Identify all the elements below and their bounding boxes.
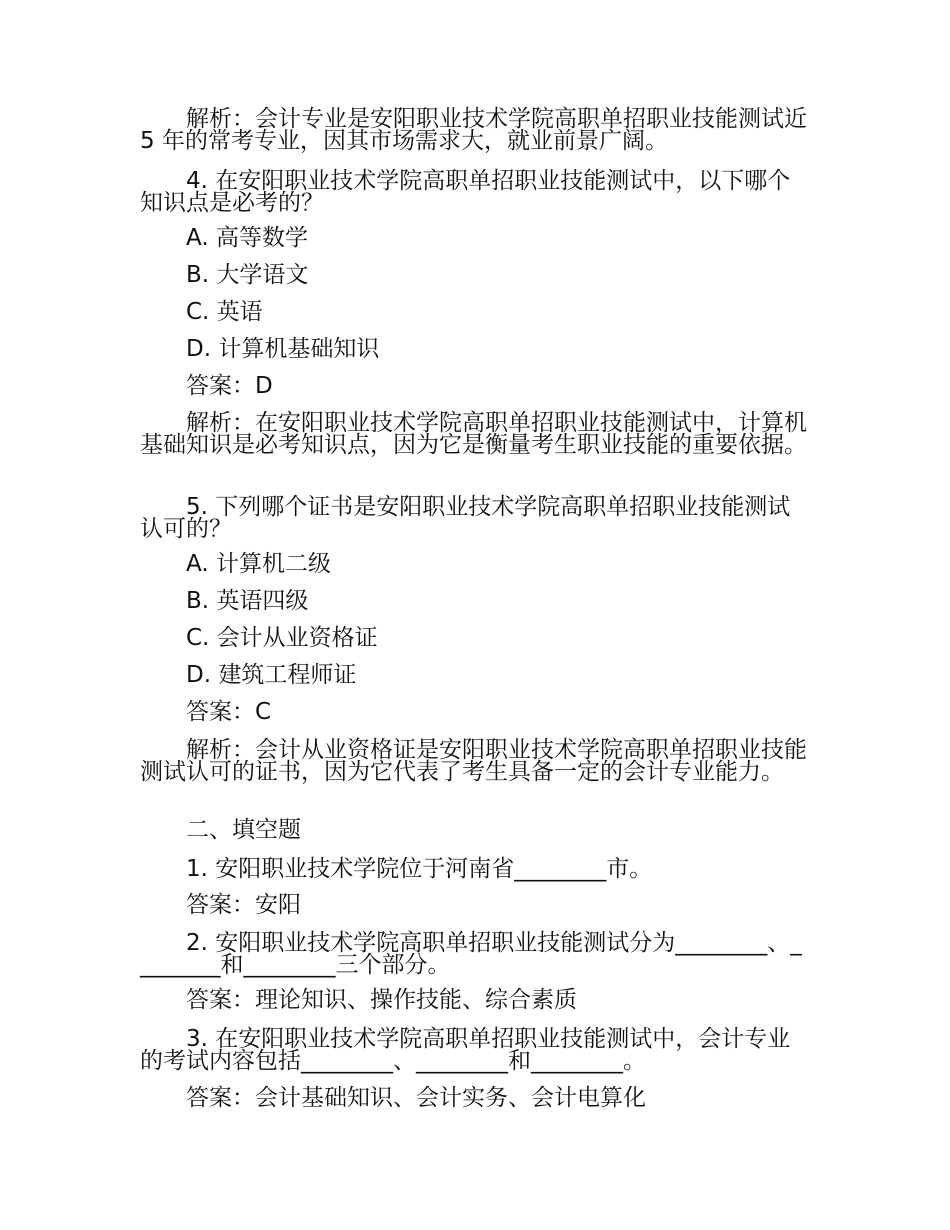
section-heading: 二、填空题 <box>186 817 301 843</box>
question-5: 5. 下列哪个证书是安阳职业技术学院高职单招职业技能测试认可的？ <box>140 494 791 542</box>
option-a: A. 高等数学 <box>186 225 308 251</box>
option-a: A. 计算机二级 <box>186 551 331 577</box>
option-d: D. 计算机基础知识 <box>186 336 380 362</box>
fill-question-3: 3. 在安阳职业技术学院高职单招职业技能测试中，会计专业的考试内容包括________、________和________。 <box>140 1026 791 1074</box>
question-4: 4. 在安阳职业技术学院高职单招职业技能测试中，以下哪个知识点是必考的？ <box>140 168 791 216</box>
analysis-paragraph: 解析：会计从业资格证是安阳职业技术学院高职单招职业技能测试认可的证书，因为它代表了考生具备一定的会计专业能力。 <box>140 737 807 785</box>
analysis-paragraph: 解析：会计专业是安阳职业技术学院高职单招职业技能测试近 5 年的常考专业，因其市场需求大，就业前景广阔。 <box>140 106 807 154</box>
option-c: C. 会计从业资格证 <box>186 625 378 651</box>
fill-question-1: 1. 安阳职业技术学院位于河南省________市。 <box>186 856 653 882</box>
answer: 答案：D <box>186 373 273 399</box>
fill-question-2: 2. 安阳职业技术学院高职单招职业技能测试分为________、________和________三个部分。 <box>140 930 802 978</box>
analysis-paragraph: 解析：在安阳职业技术学院高职单招职业技能测试中，计算机基础知识是必考知识点，因为它是衡量考生职业技能的重要依据。 <box>140 410 807 458</box>
option-b: B. 大学语文 <box>186 262 309 288</box>
option-d: D. 建筑工程师证 <box>186 662 357 688</box>
option-b: B. 英语四级 <box>186 588 309 614</box>
answer: 答案：理论知识、操作技能、综合素质 <box>186 987 577 1013</box>
option-c: C. 英语 <box>186 299 263 325</box>
answer: 答案：会计基础知识、会计实务、会计电算化 <box>186 1085 646 1111</box>
answer: 答案：安阳 <box>186 892 301 918</box>
answer: 答案：C <box>186 699 272 725</box>
